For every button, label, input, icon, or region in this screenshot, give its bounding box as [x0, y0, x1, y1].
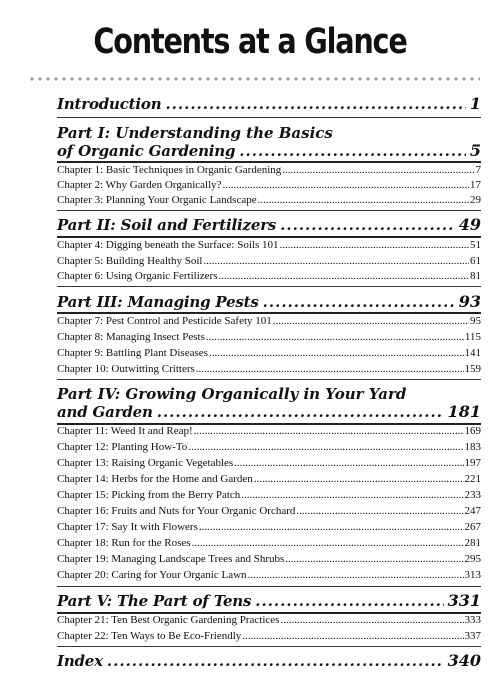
toc-chapter-row[interactable] [57, 537, 481, 550]
toc-chapter-row[interactable] [57, 255, 481, 268]
divider [57, 379, 481, 380]
chapter-label: Chapter 17: Say It with Flowers [57, 521, 198, 533]
divider [57, 312, 481, 314]
chapter-label: Chapter 5: Building Healthy Soil [57, 255, 203, 267]
chapter-label: Chapter 22: Ten Ways to Be Eco-Friendly [57, 630, 242, 642]
entry-page: 93 [458, 292, 481, 311]
chapter-label: Chapter 3: Planning Your Organic Landscape [57, 194, 257, 206]
toc-entry-index[interactable] [57, 652, 481, 670]
chapter-label: Chapter 12: Planting How-To [57, 441, 188, 453]
chapter-page: 295 [464, 553, 481, 565]
dot-leader [296, 505, 463, 518]
dot-leader [263, 293, 455, 311]
divider [57, 586, 481, 587]
chapter-label: Chapter 19: Managing Landscape Trees and Shrubs [57, 553, 285, 565]
dot-leader [273, 315, 469, 328]
divider [57, 117, 481, 118]
chapter-page: 221 [464, 473, 481, 485]
divider [57, 646, 481, 647]
dot-leader [242, 630, 463, 643]
chapter-label: Chapter 10: Outwitting Critters [57, 363, 195, 375]
toc-chapter-row[interactable] [57, 521, 481, 534]
chapter-label: Chapter 18: Run for the Roses [57, 537, 191, 549]
divider [57, 236, 481, 238]
toc-chapter-row[interactable] [57, 179, 481, 192]
entry-label: and Garden [57, 403, 153, 421]
toc-chapter-row[interactable] [57, 270, 481, 283]
toc-chapter-row[interactable] [57, 489, 481, 502]
dot-leader [241, 489, 463, 502]
chapter-label: Chapter 2: Why Garden Organically? [57, 179, 222, 191]
entry-page: 5 [469, 141, 481, 160]
chapter-page: 281 [464, 537, 481, 549]
chapter-page: 115 [464, 331, 481, 343]
toc-chapter-row[interactable] [57, 553, 481, 566]
chapter-page: 313 [464, 569, 481, 581]
toc-entry-part-2[interactable] [57, 216, 481, 234]
chapter-page: 61 [470, 255, 481, 267]
toc-chapter-row[interactable] [57, 363, 481, 376]
toc-chapter-row[interactable] [57, 164, 481, 177]
dot-leader [203, 255, 469, 268]
entry-label: Part II: Soil and Fertilizers [57, 216, 277, 234]
dot-leader [280, 216, 455, 234]
part-heading-line: Part I: Understanding the Basics [57, 124, 333, 142]
toc-entry-part-5[interactable] [57, 592, 481, 610]
toc-chapter-row[interactable] [57, 614, 481, 627]
chapter-label: Chapter 4: Digging beneath the Surface: Soils 101 [57, 239, 279, 251]
dot-leader [255, 592, 443, 610]
toc-chapter-row[interactable] [57, 347, 481, 360]
page-title: Contents at a Glance [93, 22, 407, 62]
toc-chapter-row[interactable] [57, 239, 481, 252]
entry-label: Part III: Managing Pests [57, 293, 259, 311]
entry-label: Part V: The Part of Tens [57, 592, 252, 610]
divider [57, 161, 481, 163]
dot-leader [258, 194, 469, 207]
entry-page: 331 [447, 591, 481, 610]
chapter-page: 29 [470, 194, 481, 206]
chapter-label: Chapter 21: Ten Best Organic Gardening Practices [57, 614, 280, 626]
dot-leader [199, 521, 464, 534]
dot-leader [218, 270, 469, 283]
toc-chapter-row[interactable] [57, 331, 481, 344]
dot-leader [192, 537, 464, 550]
entry-page: 1 [469, 94, 481, 113]
chapter-page: 81 [470, 270, 481, 282]
toc-chapter-row[interactable] [57, 630, 481, 643]
dot-leader [279, 239, 469, 252]
chapter-label: Chapter 20: Caring for Your Organic Lawn [57, 569, 247, 581]
dot-leader [234, 457, 463, 470]
entry-page: 49 [458, 215, 481, 234]
chapter-label: Chapter 11: Weed It and Reap! [57, 425, 193, 437]
chapter-page: 337 [464, 630, 481, 642]
chapter-label: Chapter 14: Herbs for the Home and Garden [57, 473, 253, 485]
part-heading-line: Part IV: Growing Organically in Your Yard [57, 385, 407, 403]
dot-leader [196, 363, 464, 376]
toc-entry-part-1[interactable] [57, 142, 481, 160]
chapter-page: 233 [464, 489, 481, 501]
chapter-page: 51 [470, 239, 481, 251]
toc-chapter-row[interactable] [57, 315, 481, 328]
entry-label: Index [57, 652, 103, 670]
dot-leader [239, 142, 466, 160]
toc-chapter-row[interactable] [57, 457, 481, 470]
entry-page: 181 [447, 402, 481, 421]
toc-chapter-row[interactable] [57, 473, 481, 486]
chapter-label: Chapter 16: Fruits and Nuts for Your Organic Orchard [57, 505, 296, 517]
divider [57, 286, 481, 287]
chapter-page: 247 [464, 505, 481, 517]
entry-label: Introduction [57, 95, 162, 113]
chapter-page: 197 [464, 457, 481, 469]
dot-leader [209, 347, 464, 360]
chapter-page: 7 [475, 164, 481, 176]
dot-leader [188, 441, 463, 454]
toc-chapter-row[interactable] [57, 425, 481, 438]
dot-leader [254, 473, 464, 486]
dot-leader [285, 553, 463, 566]
toc-entry-part-4[interactable] [57, 403, 481, 421]
dotted-divider [28, 76, 480, 82]
chapter-page: 95 [470, 315, 481, 327]
toc-chapter-row[interactable] [57, 194, 481, 207]
entry-page: 340 [447, 651, 481, 670]
toc-chapter-row[interactable] [57, 569, 481, 582]
dot-leader [223, 179, 469, 192]
toc-chapter-row[interactable] [57, 505, 481, 518]
chapter-label: Chapter 9: Battling Plant Diseases [57, 347, 208, 359]
chapter-page: 159 [464, 363, 481, 375]
dot-leader [165, 95, 465, 113]
chapter-page: 267 [464, 521, 481, 533]
dot-leader [194, 425, 464, 438]
chapter-label: Chapter 6: Using Organic Fertilizers [57, 270, 218, 282]
dot-leader [107, 652, 444, 670]
chapter-page: 169 [464, 425, 481, 437]
divider [57, 210, 481, 211]
chapter-label: Chapter 13: Raising Organic Vegetables [57, 457, 234, 469]
chapter-label: Chapter 15: Picking from the Berry Patch [57, 489, 241, 501]
chapter-page: 183 [464, 441, 481, 453]
entry-label: of Organic Gardening [57, 142, 236, 160]
toc-chapter-row[interactable] [57, 441, 481, 454]
toc-entry-introduction[interactable] [57, 95, 481, 113]
dot-leader [206, 331, 464, 344]
dot-leader [282, 164, 474, 177]
chapter-label: Chapter 1: Basic Techniques in Organic Gardening [57, 164, 282, 176]
chapter-page: 141 [464, 347, 481, 359]
chapter-label: Chapter 8: Managing Insect Pests [57, 331, 205, 343]
chapter-label: Chapter 7: Pest Control and Pesticide Safety 101 [57, 315, 272, 327]
dot-leader [248, 569, 464, 582]
dot-leader [157, 403, 444, 421]
chapter-page: 333 [464, 614, 481, 626]
toc-entry-part-3[interactable] [57, 293, 481, 311]
chapter-page: 17 [470, 179, 481, 191]
dot-leader [280, 614, 463, 627]
